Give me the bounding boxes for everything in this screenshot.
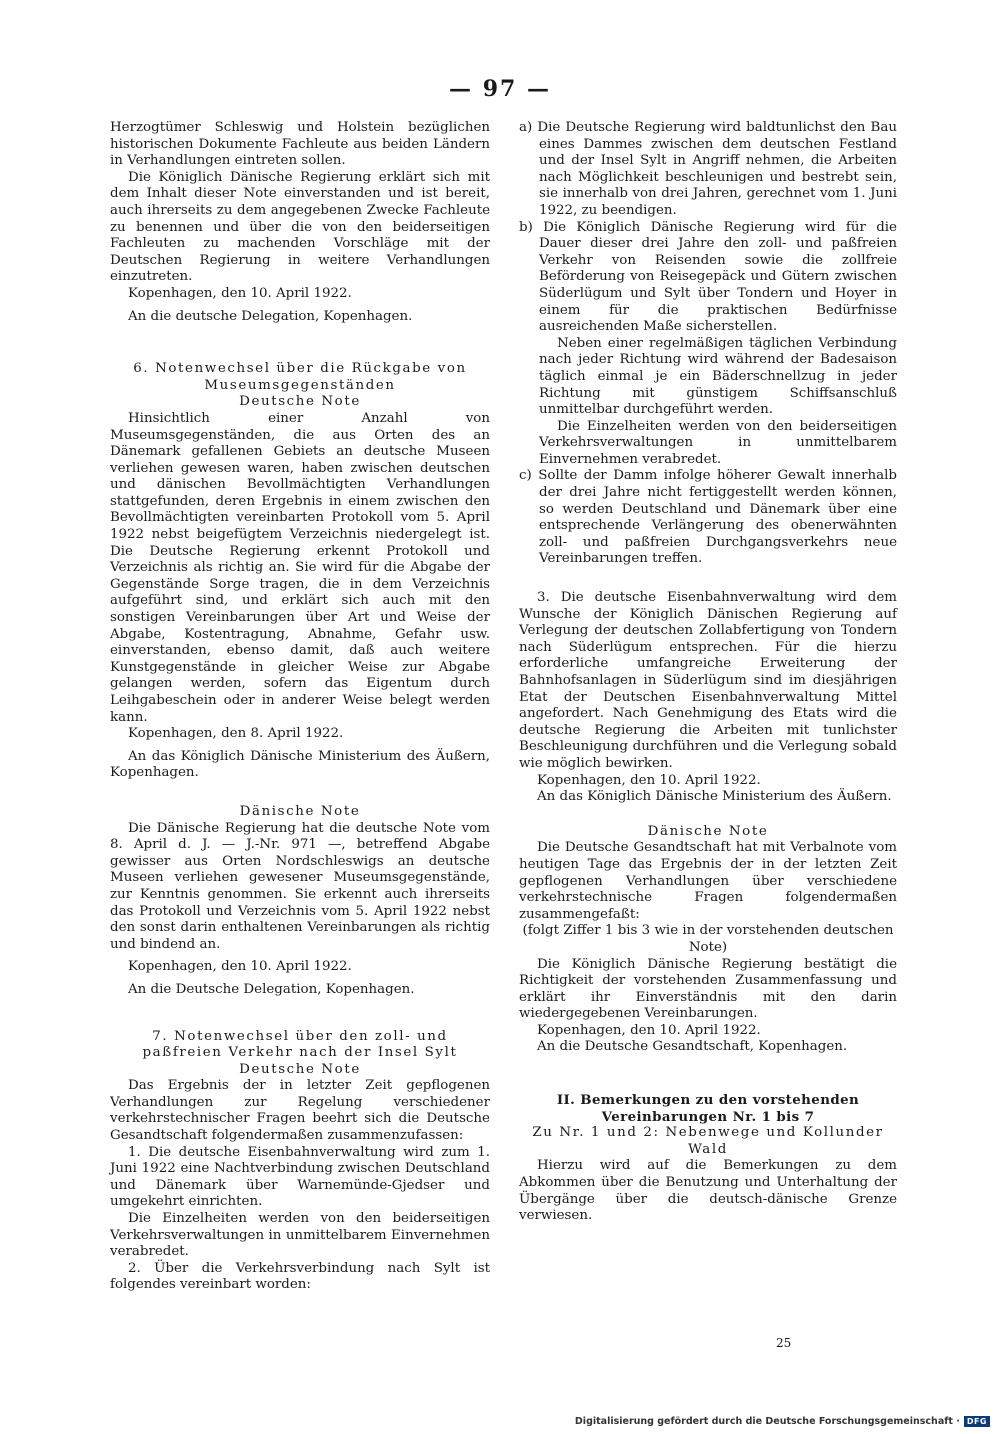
- footer-text: Digitalisierung gefördert durch die Deutsche Forschungsgemeinschaft ·: [574, 1416, 960, 1427]
- section-ii-title: II. Bemerkungen zu den vorstehenden Vereinbarungen Nr. 1 bis 7: [556, 1092, 860, 1125]
- section-7-point-1-details: Die Einzelheiten werden von den beiderseitigen Verkehrsverwaltungen in unmittelbarem Einvernehmen verabredet.: [110, 1211, 490, 1260]
- right-address-1: An das Königlich Dänische Ministerium des Äußern.: [537, 789, 892, 805]
- section-ii-text: Hierzu wird auf die Bemerkungen zu dem Abkommen über die Benutzung und Unterhaltung der Übergänge über die deutsch-dänische Grenze verwiesen.: [519, 1158, 897, 1224]
- right-address-2: An die Deutsche Gesandtschaft, Kopenhagen.: [537, 1039, 848, 1055]
- section-6-date-2: Kopenhagen, den 10. April 1922.: [128, 959, 352, 975]
- section-6-german-note-heading: Deutsche Note: [239, 394, 361, 410]
- signature-mark: 25: [776, 1336, 792, 1350]
- section-7-german-note-heading: Deutsche Note: [239, 1061, 361, 1077]
- item-b-paragraph-3: Die Einzelheiten werden von den beiderseitigen Verkehrsverwaltungen in unmittelbarem Einvernehmen verabredet.: [539, 418, 897, 467]
- section-7-point-2: 2. Über die Verkehrsverbindung nach Sylt ist folgendes vereinbart worden:: [110, 1260, 490, 1293]
- danish-note-text: Die Deutsche Gesandtschaft hat mit Verbalnote vom heutigen Tage das Ergebnis der in der letzten Zeit gepflogenen Verhandlungen über verschiedene verkehrstechnische Fragen folgendermaßen zusammengefaßt:: [519, 840, 897, 922]
- intro-date: Kopenhagen, den 10. April 1922.: [128, 285, 352, 301]
- section-6-address-2: An die Deutsche Delegation, Kopenhagen.: [128, 981, 415, 997]
- section-7-point-1: 1. Die deutsche Eisenbahnverwaltung wird zum 1. Juni 1922 eine Nachtverbindung zwischen Deutschland und Dänemark über Warnemünde-Gjedser und umgekehrt einrichten.: [110, 1144, 490, 1210]
- danish-note-heading: Dänische Note: [647, 823, 769, 839]
- right-date-2: Kopenhagen, den 10. April 1922.: [537, 1022, 761, 1038]
- item-c: c) Sollte der Damm infolge höherer Gewalt innerhalb der drei Jahre nicht fertiggestellt werden können, so werden Deutschland und Dänemark über eine entsprechende Verlängerung des obenerwähnten zoll- und paßfreien Durchgangsverkehrs neue Vereinbarungen treffen.: [519, 468, 897, 567]
- intro-paragraph-2: Die Königlich Dänische Regierung erklärt sich mit dem Inhalt dieser Note einverstanden und ist bereit, auch ihrerseits zu dem angegebenen Zwecke Fachleute zu benennen und über die von den beiderseitigen Fachleuten zu machenden Vorschläge mit der Deutschen Regierung in weitere Verhandlungen einzutreten.: [110, 169, 490, 285]
- point-3: 3. Die deutsche Eisenbahnverwaltung wird dem Wunsche der Königlich Dänischen Regierung auf Verlegung der deutschen Zollabfertigung von Tondern nach Süderlügum entsprechen. Für die hierzu erforderliche umfangreiche Erweiterung der Bahnhofsanlagen in Süderlügum sind im diesjährigen Etat der Deutschen Eisenbahnverwaltung Mittel angefordert. Nach Genehmigung des Etats wird die deutsche Regierung die Arbeiten mit tunlichster Beschleunigung durchführen und die Verlegung sobald wie möglich bewirken.: [519, 590, 897, 771]
- danish-note-confirmation: Die Königlich Dänische Regierung bestätigt die Richtigkeit der vorstehenden Zusammenfassung und erklärt ihr Einverständnis mit den darin wiedergegebenen Vereinbarungen.: [519, 956, 897, 1022]
- section-6-danish-note-text: Die Dänische Regierung hat die deutsche Note vom 8. April d. J. — J.-Nr. 971 —, betreffend Abgabe gewisser aus Orten Nordschleswigs an deutsche Museen verliehen gewesener Museumsgegenstände, zur Kenntnis genommen. Sie erkennt auch ihrerseits das Protokoll und Verzeichnis vom 5. April 1922 nebst den sonst darin enthaltenen Vereinbarungen als richtig und bindend an.: [110, 820, 490, 952]
- item-b-paragraph-2: Neben einer regelmäßigen täglichen Verbindung nach jeder Richtung wird während der Badesaison täglich einmal je ein Bäderschnellzug in jeder Richtung mit günstigem Schiffsanschluß unmittelbar durchgeführt werden.: [539, 335, 897, 418]
- danish-note-reference: (folgt Ziffer 1 bis 3 wie in der vorstehenden deutschen Note): [522, 923, 894, 955]
- dfg-logo: DFG: [964, 1416, 990, 1427]
- section-6-danish-note-heading: Dänische Note: [239, 803, 361, 819]
- item-b: b) Die Königlich Dänische Regierung wird für die Dauer dieser drei Jahre den zoll- und paßfreien Verkehr von Reisenden sowie die zollfreie Beförderung von Reisegepäck und Gütern zwischen Süderlügum und Sylt über Tondern und Hoyer in einem für die praktischen Bedürfnisse ausreichenden Maße sicherstellen.: [519, 219, 897, 335]
- section-6-title: 6. Notenwechsel über die Rückgabe von Museumsgegenständen: [133, 361, 467, 393]
- intro-address: An die deutsche Delegation, Kopenhagen.: [128, 308, 413, 324]
- intro-paragraph-1: Herzogtümer Schleswig und Holstein bezüglichen historischen Dokumente Fachleute aus beiden Ländern in Verhandlungen eintreten sollen.: [110, 120, 490, 169]
- section-6-date-1: Kopenhagen, den 8. April 1922.: [128, 726, 344, 742]
- footer: [575, 1416, 990, 1427]
- section-7-title: 7. Notenwechsel über den zoll- und paßfreien Verkehr nach der Insel Sylt: [142, 1028, 458, 1061]
- section-6-german-note-text: Hinsichtlich einer Anzahl von Museumsgegenständen, die aus Orten des an Dänemark gefallenen Gebiets an deutsche Museen verliehen gewesen waren, haben zwischen deutschen und dänischen Bevollmächtigten Verhandlungen stattgefunden, deren Ergebnis in einem zwischen den Bevollmächtigten vereinbarten Protokoll vom 5. April 1922 nebst beigefügtem Verzeichnis niedergelegt ist. Die Deutsche Regierung erkennt Protokoll und Verzeichnis als richtig an. Sie wird für die Abgabe der Gegenstände Sorge tragen, die in dem Verzeichnis aufgeführt sind, und erklärt sich auch mit den sonstigen Vereinbarungen über Art und Weise der Abgabe, Kostentragung, Abnahme, Gefahr usw. einverstanden, ebenso damit, daß auch weitere Kunstgegenstände in gleicher Weise zur Abgabe gelangen werden, sofern das Eigentum durch Leihgabeschein oder in anderer Weise belegt werden kann.: [110, 410, 490, 725]
- section-7-intro: Das Ergebnis der in letzter Zeit gepflogenen Verhandlungen zur Regelung verschiedener verkehrstechnischer Fragen beehrt sich die Deutsche Gesandtschaft folgendermaßen zusammenzufassen:: [110, 1078, 490, 1144]
- section-6-address-1: An das Königlich Dänische Ministerium des Äußern, Kopenhagen.: [110, 748, 490, 781]
- page-number: — 97 —: [449, 76, 551, 102]
- right-date-1: Kopenhagen, den 10. April 1922.: [537, 772, 761, 788]
- section-ii-subheading: Zu Nr. 1 und 2: Nebenwege und Kollunder Wald: [532, 1125, 884, 1157]
- left-column: [110, 120, 490, 1294]
- right-column: [519, 120, 897, 1225]
- item-a: a) Die Deutsche Regierung wird baldtunlichst den Bau eines Dammes zwischen dem deutschen Festland und der Insel Sylt in Angriff nehmen, die Arbeiten nach Möglichkeit beschleunigen und bestrebt sein, sie innerhalb von drei Jahren, gerechnet vom 1. Juni 1922, zu beendigen.: [519, 120, 897, 218]
